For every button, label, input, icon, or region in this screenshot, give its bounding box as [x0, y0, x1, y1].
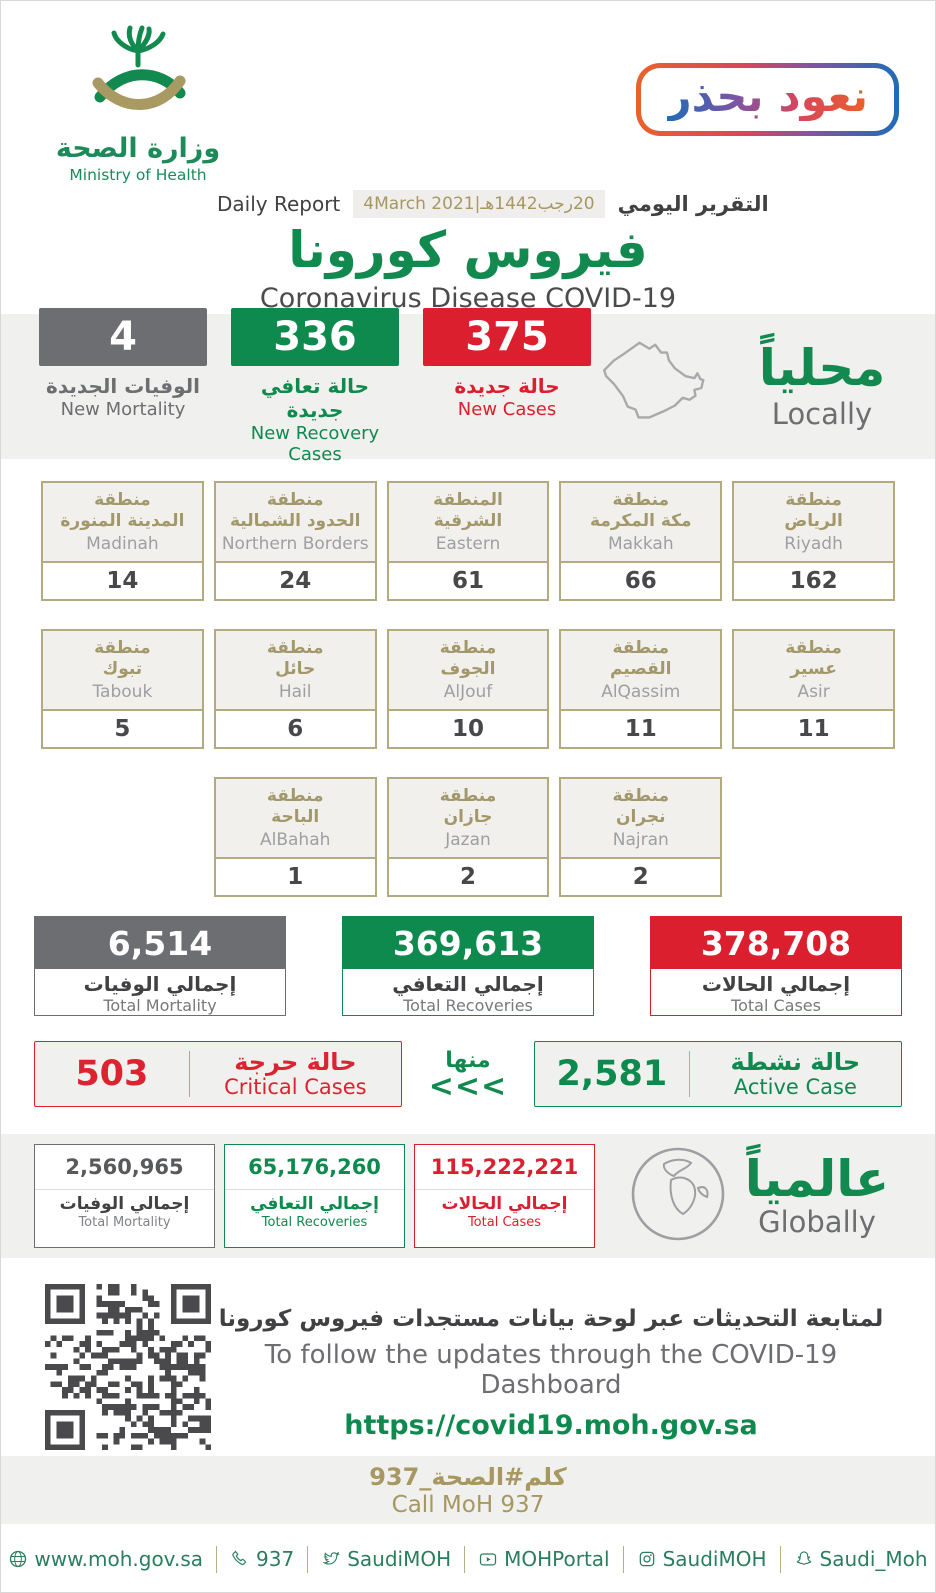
region-card — [214, 481, 377, 601]
region-name-ar-line1: منطقة — [94, 637, 151, 658]
region-name-en: Madinah — [86, 534, 159, 555]
stat-label-en: New Mortality — [60, 399, 186, 420]
region-name-en: Jazan — [445, 830, 491, 851]
region-name-en: Asir — [797, 682, 830, 703]
global-stat-box — [224, 1144, 405, 1248]
region-new-cases-value: 66 — [561, 561, 720, 599]
footer-social-label: www.moh.gov.sa — [34, 1547, 203, 1571]
badge-text: نعود بحذر — [666, 72, 868, 122]
snapchat-icon — [794, 1549, 814, 1569]
region-name-en: Makkah — [607, 534, 674, 555]
total-label-en: Total Cases — [731, 996, 821, 1015]
region-name-ar-line2: عسير — [790, 659, 837, 679]
region-card — [214, 777, 377, 897]
critical-cases-box — [34, 1041, 402, 1107]
stat-label-en: New Recovery Cases — [250, 423, 380, 465]
region-name-ar-line1: منطقة — [266, 489, 324, 510]
header — [1, 1, 935, 314]
region-new-cases-value: 11 — [561, 709, 720, 747]
phone-icon — [230, 1549, 250, 1569]
region-name-en: Riyadh — [784, 534, 843, 555]
region-name-ar-line1: منطقة — [612, 637, 670, 658]
region-card — [559, 777, 722, 897]
footer-social-item[interactable] — [637, 1547, 767, 1571]
qr-code — [45, 1284, 211, 1450]
region-new-cases-value: 61 — [389, 561, 548, 599]
global-stat-box — [414, 1144, 595, 1248]
active-cases-label-en: Active Case — [733, 1075, 857, 1100]
region-card — [732, 629, 895, 749]
region-card — [732, 481, 895, 601]
global-label-en: Total Mortality — [78, 1215, 171, 1230]
region-name-en: AlBahah — [259, 830, 331, 851]
daily-report-label-ar: التقرير اليومي — [617, 192, 769, 216]
region-name-en: Najran — [612, 830, 669, 851]
region-card — [387, 777, 550, 897]
globally-section — [1, 1134, 935, 1258]
total-stat-box — [34, 916, 286, 1016]
of-which-label-ar: منها — [445, 1048, 491, 1073]
globe-icon — [628, 1144, 728, 1248]
region-name-ar-line1: منطقة — [266, 785, 324, 806]
instagram-icon — [637, 1549, 657, 1569]
region-card — [559, 629, 722, 749]
region-name-ar-line2: حائل — [275, 659, 316, 679]
globally-labels — [732, 1149, 902, 1240]
global-value: 65,176,260 — [248, 1155, 381, 1179]
region-name-ar-line2: الحدود الشمالية — [229, 511, 361, 531]
region-name-en: Hail — [278, 682, 312, 703]
locally-label-ar: محلياً — [758, 339, 886, 398]
totals-section — [1, 916, 935, 1016]
region-name-ar-line2: مكة المكرمة — [590, 511, 692, 531]
region-card — [387, 481, 550, 601]
separator — [464, 1546, 465, 1573]
footer-social-label: MOHPortal — [504, 1547, 610, 1571]
region-name-ar-line2: الباحة — [271, 807, 320, 827]
region-card — [41, 481, 204, 601]
total-label-ar: إجمالي الحالات — [701, 972, 851, 996]
region-new-cases-value: 11 — [734, 709, 893, 747]
region-name-ar-line2: نجران — [616, 807, 666, 827]
dashboard-line-en: To follow the updates through the COVID-19 Dashboard — [264, 1340, 838, 1400]
region-new-cases-value: 14 — [43, 561, 202, 599]
globally-label-ar: عالمياً — [744, 1149, 890, 1208]
stat-value: 4 — [39, 308, 207, 366]
region-name-en: AlQassim — [601, 682, 681, 703]
locally-stats — [39, 308, 591, 465]
footer-social-item[interactable] — [478, 1547, 610, 1571]
ministry-name-ar: وزارة الصحة — [55, 133, 221, 164]
critical-active-section — [1, 1041, 935, 1107]
divider — [225, 1189, 404, 1190]
region-name-ar-line1: منطقة — [612, 785, 670, 806]
active-cases-label-ar: حالة نشطة — [730, 1047, 861, 1076]
footer-social-bar — [1, 1524, 935, 1593]
footer-social-item[interactable] — [321, 1547, 451, 1571]
divider — [35, 1189, 214, 1190]
region-card — [214, 629, 377, 749]
region-card — [41, 629, 204, 749]
critical-cases-label-en: Critical Cases — [224, 1075, 367, 1100]
region-name-ar-line2: القصيم — [610, 659, 672, 679]
locally-labels — [747, 339, 897, 431]
of-which-indicator — [402, 1048, 534, 1104]
region-row-0 — [1, 481, 935, 601]
region-name-en: AlJouf — [443, 682, 493, 703]
global-label-en: Total Recoveries — [261, 1215, 368, 1230]
new-case-stat — [423, 308, 591, 465]
region-name-ar-line2: الرياض — [784, 511, 843, 531]
moh-logo — [53, 25, 223, 184]
chevrons-left-icon: <<< — [428, 1069, 508, 1104]
global-label-en: Total Cases — [467, 1215, 542, 1230]
total-value: 378,708 — [651, 917, 901, 969]
stat-value: 336 — [231, 308, 399, 366]
region-new-cases-value: 5 — [43, 709, 202, 747]
total-value: 6,514 — [35, 917, 285, 969]
region-name-ar-line1: منطقة — [94, 489, 151, 510]
region-name-ar-line1: منطقة — [612, 489, 670, 510]
region-name-ar-line2: الجوف — [440, 659, 496, 679]
report-title-row — [217, 190, 769, 218]
region-name-en: Northern Borders — [221, 534, 369, 555]
global-value: 2,560,965 — [65, 1155, 184, 1179]
locally-label-en: Locally — [771, 396, 873, 431]
stat-label-en: New Cases — [457, 399, 557, 420]
locally-section — [1, 314, 935, 465]
call-moh-en: Call MoH 937 — [391, 1491, 545, 1518]
separator — [780, 1546, 781, 1573]
region-row-2 — [1, 777, 935, 897]
region-name-ar-line1: منطقة — [439, 785, 497, 806]
region-name-ar-line1: منطقة — [266, 637, 324, 658]
region-new-cases-value: 2 — [389, 857, 548, 895]
saudi-arabia-map-icon — [591, 331, 741, 443]
region-name-ar-line1: المنطقة — [433, 489, 503, 510]
youtube-icon — [478, 1549, 498, 1569]
region-name-ar-line1: منطقة — [439, 637, 497, 658]
region-card — [559, 481, 722, 601]
critical-cases-value: 503 — [75, 1054, 149, 1094]
globe-icon — [8, 1549, 28, 1569]
stat-label-ar: حالة جديدة — [454, 374, 560, 398]
region-name-en: Eastern — [435, 534, 501, 555]
footer-social-item[interactable] — [230, 1547, 294, 1571]
stat-value: 375 — [423, 308, 591, 366]
region-name-en: Tabouk — [92, 682, 153, 703]
footer-social-label: 937 — [256, 1547, 295, 1571]
report-date: 4March 2021|20رجب1442هـ — [353, 190, 604, 218]
divider — [415, 1189, 594, 1190]
new-case-stat — [231, 308, 399, 465]
page-title-en: Coronavirus Disease COVID-19 — [259, 283, 677, 314]
call-moh-section — [1, 1456, 935, 1524]
global-value: 115,222,221 — [430, 1155, 579, 1179]
dashboard-section — [1, 1284, 935, 1456]
moh-palm-swords-icon — [76, 114, 200, 133]
region-name-ar-line2: جازان — [443, 807, 493, 827]
total-value: 369,613 — [343, 917, 593, 969]
total-label-en: Total Mortality — [103, 996, 217, 1015]
global-label-ar: إجمالي الحالات — [441, 1194, 568, 1214]
stat-label-ar: حالة تعافي جديدة — [260, 374, 370, 422]
total-stat-box — [342, 916, 594, 1016]
daily-report-label-en: Daily Report — [217, 192, 341, 216]
region-name-ar-line1: منطقة — [785, 637, 842, 658]
region-new-cases-value: 2 — [561, 857, 720, 895]
globally-label-en: Globally — [758, 1205, 876, 1240]
critical-cases-label-ar: حالة حرجة — [234, 1047, 357, 1076]
footer-social-item[interactable] — [8, 1547, 203, 1571]
region-name-ar-line2: الشرقية — [433, 511, 503, 531]
page-title-ar: فيروس كورونا — [288, 221, 648, 279]
region-new-cases-value: 10 — [389, 709, 548, 747]
new-case-stat — [39, 308, 207, 465]
separator — [216, 1546, 217, 1573]
footer-social-label: SaudiMOH — [347, 1547, 452, 1571]
ministry-name-en: Ministry of Health — [69, 166, 207, 184]
region-card — [387, 629, 550, 749]
total-stat-box — [650, 916, 902, 1016]
stat-label-ar: الوفيات الجديدة — [46, 374, 200, 398]
region-name-ar-line2: تبوك — [102, 659, 143, 679]
dashboard-line-ar: لمتابعة التحديثات عبر لوحة بيانات مستجدات فيروس كورونا — [218, 1306, 884, 1332]
global-stat-box — [34, 1144, 215, 1248]
footer-social-item[interactable] — [794, 1547, 928, 1571]
total-label-en: Total Recoveries — [403, 996, 533, 1015]
region-row-1 — [1, 629, 935, 749]
separator — [623, 1546, 624, 1573]
active-cases-value: 2,581 — [556, 1054, 668, 1094]
total-label-ar: إجمالي التعافي — [392, 972, 544, 996]
call-moh-ar: كلم#الصحة_937 — [369, 1462, 567, 1491]
footer-social-label: SaudiMOH — [662, 1547, 767, 1571]
footer-social-label: Saudi_Moh — [819, 1547, 928, 1571]
return-with-caution-badge — [636, 63, 899, 136]
region-name-ar-line1: منطقة — [785, 489, 842, 510]
globally-stats — [34, 1144, 595, 1248]
regions-section — [1, 459, 935, 916]
global-label-ar: إجمالي الوفيات — [59, 1194, 190, 1214]
region-new-cases-value: 162 — [734, 561, 893, 599]
region-new-cases-value: 6 — [216, 709, 375, 747]
global-label-ar: إجمالي التعافي — [250, 1194, 379, 1214]
dashboard-url-link[interactable]: https://covid19.moh.gov.sa — [344, 1410, 758, 1441]
region-name-ar-line2: المدينة المنورة — [60, 511, 185, 531]
active-cases-box — [534, 1041, 902, 1107]
region-new-cases-value: 24 — [216, 561, 375, 599]
separator — [307, 1546, 308, 1573]
twitter-icon — [321, 1549, 341, 1569]
region-new-cases-value: 1 — [216, 857, 375, 895]
total-label-ar: إجمالي الوفيات — [83, 972, 237, 996]
